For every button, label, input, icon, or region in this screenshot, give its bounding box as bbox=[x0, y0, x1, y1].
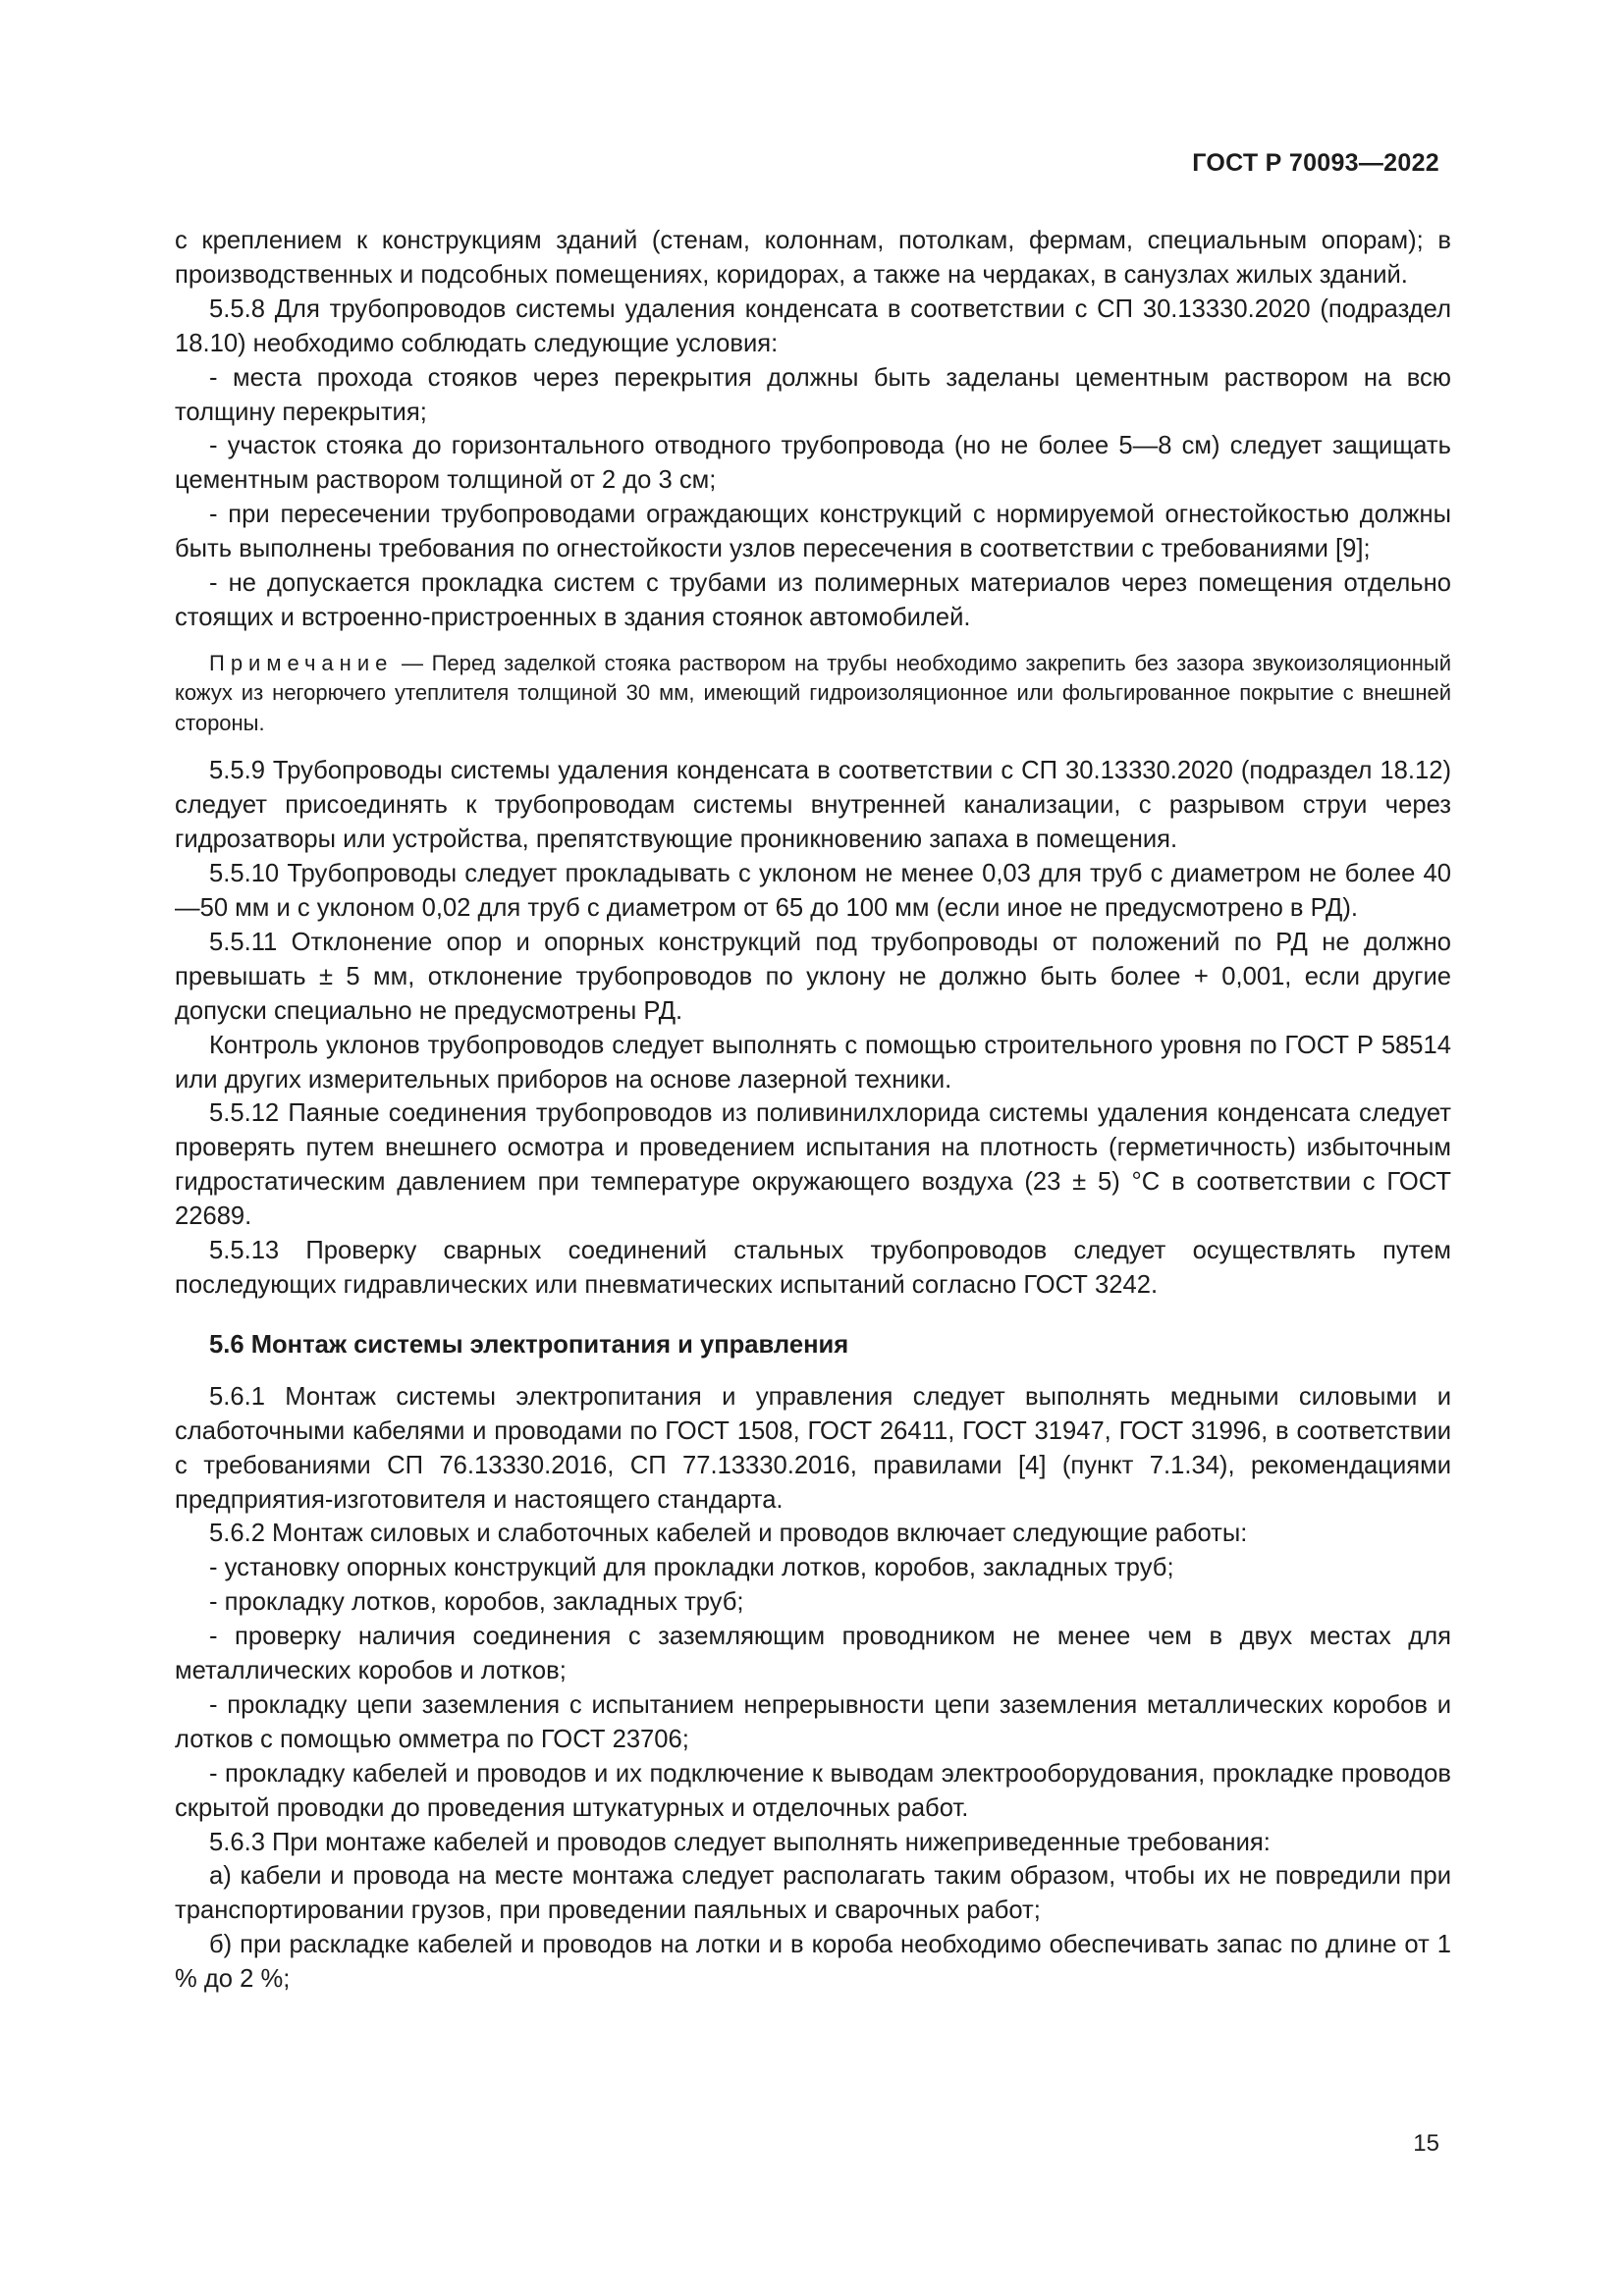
list-item: - прокладку лотков, коробов, закладных труб; bbox=[209, 1588, 744, 1617]
note bbox=[175, 649, 1451, 739]
paragraph: с креплением к конструкциям зданий (стенам, колоннам, потолкам, фермам, специальным опорам); в производственных и подсобных помещениях, коридорах, а также на чердаках, в санузлах жилых зданий. bbox=[175, 227, 1451, 289]
clause-5-5-8: 5.5.8 Для трубопроводов системы удаления конденсата в соответствии с СП 30.13330.2020 (подраздел 18.10) необходимо соблюдать следующие условия: bbox=[175, 294, 1451, 357]
list-item: а) кабели и провода на месте монтажа следует располагать таким образом, чтобы их не повредили при транспортировании грузов, при проведении паяльных и сварочных работ; bbox=[175, 1862, 1451, 1925]
clause-5-5-10: 5.5.10 Трубопроводы следует прокладывать с уклоном не менее 0,03 для труб с диаметром не более 40—50 мм и с уклоном 0,02 для труб с диаметром от 65 до 100 мм (если иное не предусмотрено в РД). bbox=[175, 860, 1451, 922]
list-item: - прокладку цепи заземления с испытанием непрерывности цепи заземления металлических коробов и лотков с помощью омметра по ГОСТ 23706; bbox=[175, 1690, 1451, 1753]
note-text: — Перед заделкой стояка раствором на трубы необходимо закрепить без зазора звукоизоляционный кожух из негорючего утеплителя толщиной 30 мм, имеющий гидроизоляционное или фольгированное покрытие с внешней стороны. bbox=[175, 650, 1451, 735]
note-label: Примечание bbox=[209, 650, 394, 675]
list-item: - установку опорных конструкций для прокладки лотков, коробов, закладных труб; bbox=[209, 1554, 1174, 1582]
page-number: 15 bbox=[1413, 2130, 1439, 2157]
list-item: - проверку наличия соединения с заземляющим проводником не менее чем в двух местах для металлических коробов и лотков; bbox=[175, 1623, 1451, 1685]
list-item: б) при раскладке кабелей и проводов на лотки и в короба необходимо обеспечивать запас по длине от 1 % до 2 %; bbox=[175, 1931, 1451, 1994]
clause-5-5-11: 5.5.11 Отклонение опор и опорных конструкций под трубопроводы от положений по РД не должно превышать ± 5 мм, отклонение трубопроводов по уклону не должно быть более + 0,001, если другие допуски специально не предусмотрены РД. bbox=[175, 928, 1451, 1025]
clause-5-6-2: 5.6.2 Монтаж силовых и слаботочных кабелей и проводов включает следующие работы: bbox=[209, 1520, 1248, 1548]
list-item: - прокладку кабелей и проводов и их подключение к выводам электрооборудования, прокладке проводов скрытой проводки до проведения штукатурных и отделочных работ. bbox=[175, 1759, 1451, 1822]
list-item: - участок стояка до горизонтального отводного трубопровода (но не более 5—8 см) следует защищать цементным раствором толщиной от 2 до 3 см; bbox=[175, 432, 1451, 495]
clause-5-6-1: 5.6.1 Монтаж системы электропитания и управления следует выполнять медными силовыми и слаботочными кабелями и проводами по ГОСТ 1508, ГОСТ 26411, ГОСТ 31947, ГОСТ 31996, в соответствии с требованиями СП 76.13330.2016, СП 77.13330.2016, правилами [4] (пункт 7.1.34), рекомендациями предприятия-изготовителя и настоящего стандарта. bbox=[175, 1382, 1451, 1514]
clause-5-5-13: 5.5.13 Проверку сварных соединений стальных трубопроводов следует осуществлять путем последующих гидравлических или пневматических испытаний согласно ГОСТ 3242. bbox=[175, 1237, 1451, 1299]
document-body bbox=[175, 224, 1451, 1997]
paragraph: Контроль уклонов трубопроводов следует выполнять с помощью строительного уровня по ГОСТ Р 58514 или других измерительных приборов на основе лазерной техники. bbox=[175, 1031, 1451, 1094]
clause-5-5-12: 5.5.12 Паяные соединения трубопроводов из поливинилхлорида системы удаления конденсата следует проверять путем внешнего осмотра и проведением испытания на плотность (герметичность) избыточным гидростатическим давлением при температуре окружающего воздуха (23 ± 5) °С в соответствии с ГОСТ 22689. bbox=[175, 1099, 1451, 1231]
clause-5-6-3: 5.6.3 При монтаже кабелей и проводов следует выполнять нижеприведенные требования: bbox=[209, 1828, 1271, 1856]
list-item: - места прохода стояков через перекрытия должны быть заделаны цементным раствором на всю толщину перекрытия; bbox=[175, 363, 1451, 426]
list-item: - при пересечении трубопроводами ограждающих конструкций с нормируемой огнестойкостью должны быть выполнены требования по огнестойкости узлов пересечения в соответствии с требованиями [9]; bbox=[175, 501, 1451, 563]
list-item: - не допускается прокладка систем с трубами из полимерных материалов через помещения отдельно стоящих и встроенно-пристроенных в здания стоянок автомобилей. bbox=[175, 569, 1451, 631]
document-code-header: ГОСТ Р 70093—2022 bbox=[1192, 149, 1439, 177]
section-heading: 5.6 Монтаж системы электропитания и управления bbox=[209, 1330, 849, 1359]
clause-5-5-9: 5.5.9 Трубопроводы системы удаления конденсата в соответствии с СП 30.13330.2020 (подраздел 18.12) следует присоединять к трубопроводам системы внутренней канализации, с разрывом струи через гидрозатворы или устройства, препятствующие проникновению запаха в помещения. bbox=[175, 757, 1451, 854]
